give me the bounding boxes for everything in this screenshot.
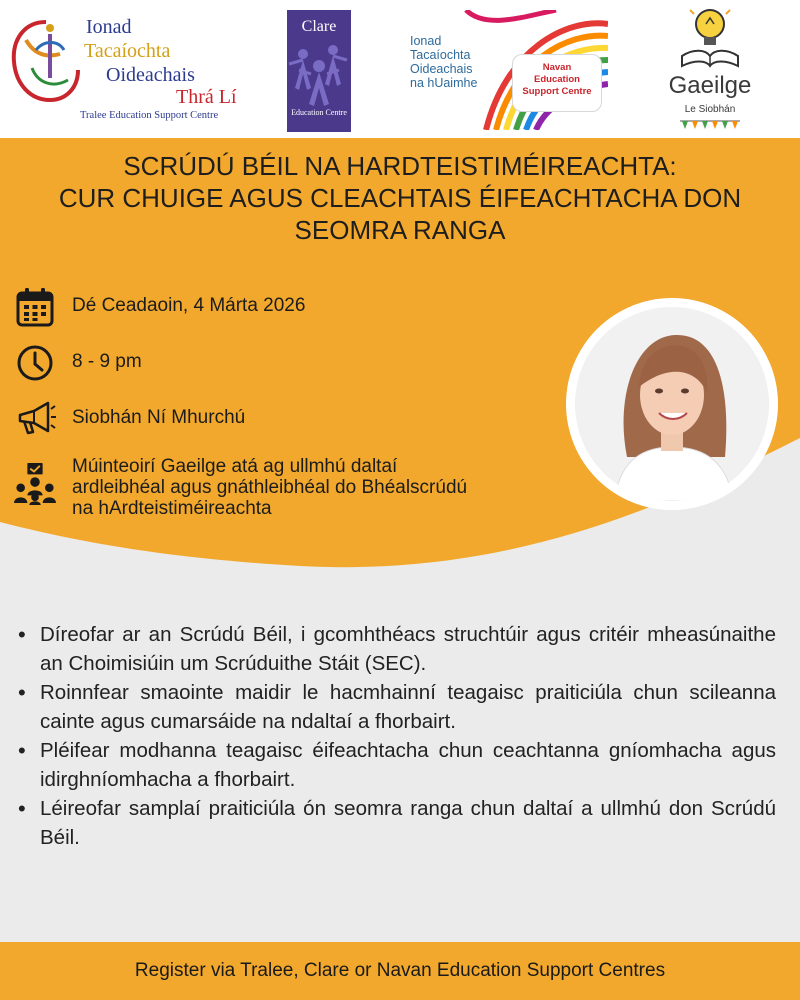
logo-header — [0, 0, 800, 138]
date-row — [14, 286, 305, 328]
lightbulb-book-icon — [660, 4, 760, 72]
speaker-row — [14, 398, 245, 440]
navan-english-line: Education — [534, 74, 580, 85]
list-item: • Roinnfear smaointe maidir le hacmhainní teagaisc praiticiúla chun scileanna cainte agus cumarsáide na ndaltaí a fhorbairt. — [16, 678, 776, 736]
navan-english-box — [512, 54, 602, 112]
event-audience — [72, 456, 467, 519]
event-audience-line: Múinteoirí Gaeilge atá ag ullmhú daltaí — [72, 456, 398, 477]
registration-footer — [0, 942, 800, 1000]
clare-logo — [273, 10, 365, 132]
audience-icon — [14, 456, 56, 510]
event-audience-line: na hArdteistiméireachta — [72, 498, 272, 519]
tralee-line-4: Thrá Lí — [176, 86, 237, 108]
speaker-photo-frame — [575, 307, 769, 501]
event-title-line: SEOMRA RANGA — [294, 215, 506, 245]
clock-icon — [14, 342, 56, 384]
gaeilge-subtitle: Le Siobhán — [684, 104, 736, 115]
navan-irish-name — [410, 34, 477, 90]
gaeilge-title: Gaeilge — [668, 72, 752, 99]
time-row — [14, 342, 142, 384]
event-time: 8 - 9 pm — [72, 351, 142, 372]
bunting-icon — [660, 120, 760, 132]
list-item: • Díreofar ar an Scrúdú Béil, i gcomhthéacs struchtúir agus critéir mheasúnaithe an Choimisiúin um Scrúduithe Stáit (SEC). — [16, 620, 776, 678]
registration-text: Register via Tralee, Clare or Navan Education Support Centres — [134, 960, 666, 981]
event-title — [0, 150, 800, 246]
tralee-subtitle: Tralee Education Support Centre — [80, 110, 219, 121]
navan-irish-line: Oideachais — [410, 62, 473, 76]
event-speaker: Siobhán Ní Mhurchú — [72, 407, 246, 428]
navan-english-line: Support Centre — [522, 86, 592, 97]
event-audience-line: ardleibhéal agus gnáthleibhéal do Bhéalscrúdú — [72, 477, 468, 498]
event-title-line: CUR CHUIGE AGUS CLEACHTAIS ÉIFEACHTACHA DON — [58, 183, 742, 213]
description-list — [16, 620, 776, 852]
tralee-logo — [6, 10, 256, 128]
calendar-icon — [14, 286, 56, 328]
navan-irish-line: Ionad — [410, 34, 442, 48]
list-item: • Pléifear modhanna teagaisc éifeachtacha chun ceachtanna gníomhacha agus idirghníomhacha a fhorbairt. — [16, 736, 776, 794]
speaker-portrait — [575, 307, 769, 501]
list-item: • Léireofar samplaí praiticiúla ón seomra ranga chun daltaí a ullmhú don Scrúdú Béil. — [16, 794, 776, 852]
gaeilge-logo — [660, 4, 760, 134]
navan-logo — [396, 10, 608, 130]
navan-english-line: Navan — [542, 62, 572, 73]
megaphone-icon — [14, 398, 56, 440]
event-date: Dé Ceadaoin, 4 Márta 2026 — [72, 295, 306, 316]
clare-logo-sub: Education Centre — [291, 108, 347, 117]
tralee-line-1: Ionad — [86, 16, 132, 38]
navan-irish-line: Tacaíochta — [410, 48, 471, 62]
tralee-line-3: Oideachais — [106, 64, 195, 86]
tralee-emblem-icon — [6, 10, 84, 120]
event-title-line: SCRÚDÚ BÉIL NA HARDTEISTIMÉIREACHTA: — [123, 151, 677, 181]
speaker-photo — [566, 298, 778, 510]
audience-row — [14, 456, 467, 519]
clare-logo-name: Clare — [301, 18, 337, 35]
tralee-line-2: Tacaíochta — [84, 40, 171, 62]
navan-irish-line: na hUaimhe — [410, 76, 478, 90]
